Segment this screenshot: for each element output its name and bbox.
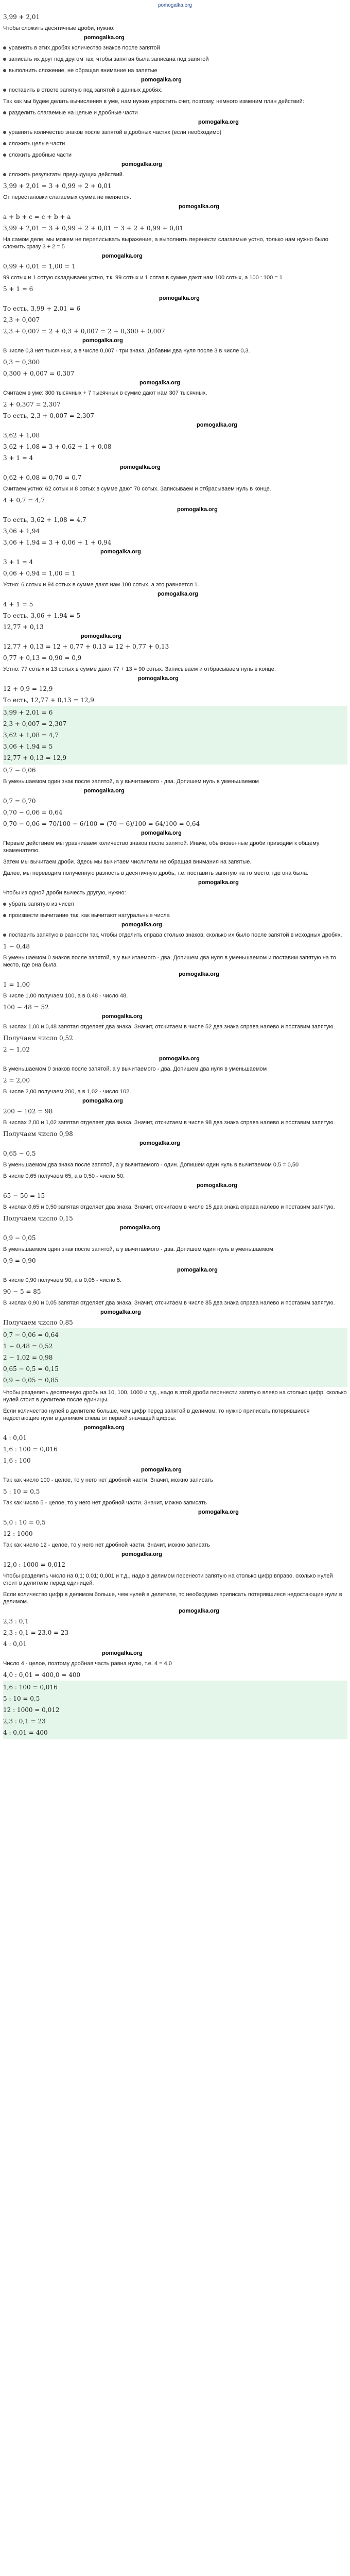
math-line: 0,7 − 0,06 [3,767,36,774]
watermark: pomogalka.org [120,1225,161,1231]
bullet-dot-icon [3,142,6,145]
watermark-row [3,464,347,472]
watermark-row [3,379,347,387]
bullet-item [3,138,347,149]
watermark: pomogalka.org [84,788,125,794]
watermark-row [3,1309,347,1317]
watermark-row [3,1509,347,1517]
bullet-text: записать их друг под другом так, чтобы запятая была записана под запятой [9,56,209,62]
text-line: От перестановки слагаемых сумма не меняется. [3,194,131,200]
watermark-row [3,506,347,514]
math-line: 4 + 0,7 = 4,7 [3,497,45,504]
math-line: 4 + 1 = 5 [3,601,33,608]
text-line: Число 4 - целое, поэтому дробная часть равна нулю, т.е. 4 = 4,0 [3,1660,172,1667]
math-line: 1,6 : 100 = 0,016 [3,1446,58,1453]
math-line: 3,99 + 2,01 = 3 + 0,99 + 2 + 0,01 = 3 + 2 + 0,99 + 0,01 [3,225,184,232]
bullet-dot-icon [3,934,6,937]
text-line: В уменьшаемом один знак после запятой, а у вычитаемого - два. Допишем нуль в уменьшаемом [3,778,259,785]
watermark-row [3,590,347,599]
text-line: Далее, мы переводим полученную разность в десятичную дробь, т.е. поставить запятую на то место, где она была. [3,870,309,876]
answer-line: 0,9 − 0,05 = 0,85 [3,1377,59,1384]
bullet-text: убрать запятую из чисел [9,901,74,907]
text-line: Чтобы разделить число на 0,1; 0,01; 0,001 и т.д., надо в делимом перенести запятую на столько цифр вправо, сколько нулей стоит в делителе перед единицей. [3,1573,333,1586]
watermark-row [3,1551,347,1559]
bullet-item [3,910,347,921]
math-line: 0,300 + 0,007 = 0,307 [3,370,75,377]
watermark: pomogalka.org [121,161,162,167]
math-line: 0,99 + 0,01 = 1,00 = 1 [3,263,76,270]
math-line: 1 = 1,00 [3,981,30,988]
math-line: То есть, 2,3 + 0,007 = 2,307 [3,412,94,419]
watermark-row [3,829,347,838]
watermark: pomogalka.org [159,1056,200,1062]
watermark: pomogalka.org [102,1650,143,1656]
bullet-item [3,84,347,96]
text-line: Так как число 100 - целое, то у него нет дробной части. Значит, можно записать [3,1477,213,1483]
answers-division [3,1681,347,1739]
math-line: Получаем число 0,52 [3,1035,73,1042]
bullet-dot-icon [3,173,6,176]
text-line: Чтобы разделить десятичную дробь на 10, 100, 1000 и т.д., надо в этой дроби перенести запятую влево на столько цифр, сколько нулей стоит в делителе после единицы. [3,1389,347,1403]
math-line: 200 − 102 = 98 [3,1108,53,1115]
bullet-text: уравнять в этих дробях количество знаков после запятой [9,45,160,51]
watermark: pomogalka.org [82,337,123,344]
math-line: То есть, 3,62 + 1,08 = 4,7 [3,516,86,523]
watermark-row [3,1224,347,1232]
math-line: 2,3 : 0,1 [3,1618,29,1625]
watermark-row [3,1266,347,1275]
answer-line: 1,6 : 100 = 0,016 [3,1684,58,1691]
math-line: 4 : 0,01 [3,1640,27,1648]
watermark-row [3,295,347,303]
answers-subtraction [3,1328,347,1387]
answer-line: 12,77 + 0,13 = 12,9 [3,754,67,761]
math-line: 3,99 + 2,01 = 3 + 0,99 + 2 + 0,01 [3,182,112,190]
math-line: 12 : 1000 [3,1530,33,1537]
bullet-text: сложить целые части [9,141,65,147]
math-line: 12 + 0,9 = 12,9 [3,685,53,692]
text-line: В числе 0,90 получаем 90, а в 0,05 - число 5. [3,1277,122,1283]
math-line: 0,65 − 0,5 [3,1150,36,1157]
answer-line: 0,7 − 0,06 = 0,64 [3,1331,59,1338]
text-line: В числе 0,3 нет тысячных, а в числе 0,007 - три знака. Добавим два нуля после 3 в числе 0,3. [3,348,250,354]
math-line: 0,62 + 0,08 = 0,70 = 0,7 [3,474,82,481]
text-line: Так как мы будем делать вычисления в уме, нам нужно упростить счет, поэтому, немного изменим план действий: [3,98,304,105]
watermark: pomogalka.org [179,204,219,210]
bullet-item [3,65,347,76]
answers-addition [3,706,347,765]
watermark-row [3,921,347,929]
watermark-row [3,633,347,641]
watermark: pomogalka.org [141,1467,182,1473]
math-line: 1 − 0,48 [3,943,30,950]
text-line: Устно: 77 сотых и 13 сотых в сумме дают 77 + 13 = 90 сотых. Записываем и отбрасываем нуль в конце. [3,666,276,672]
math-line: 3,06 + 1,94 [3,528,40,535]
section-subtraction [3,765,347,1328]
text-line: Чтобы из одной дроби вычесть другую, нужно: [3,890,126,896]
math-line: 2,3 + 0,007 = 2 + 0,3 + 0,007 = 2 + 0,300 + 0,007 [3,328,165,335]
solution-content [0,11,350,1739]
answer-line: 2 − 1,02 = 0,98 [3,1354,53,1361]
bullet-text: сложить результаты предыдущих действий. [9,172,124,178]
watermark-row [3,787,347,795]
answer-line: 2,3 : 0,1 = 23 [3,1718,46,1725]
watermark: pomogalka.org [84,35,125,41]
watermark-row [3,1055,347,1063]
watermark-row [3,879,347,887]
watermark: pomogalka.org [177,506,218,513]
section-division [3,1387,347,1681]
bullet-item [3,169,347,180]
bullet-dot-icon [3,111,6,114]
text-line: Затем мы вычитаем дроби. Здесь мы вычитаем числители не обращая внимания на запятые. [3,859,252,865]
answer-line: 0,65 − 0,5 = 0,15 [3,1365,59,1372]
text-line: В уменьшаемом 0 знаков после запятой, а у вычитаемого - два. Допишем два нуля в уменьшаемом [3,1066,267,1072]
watermark-row [3,118,347,127]
watermark: pomogalka.org [102,253,143,259]
math-line: 0,3 = 0,300 [3,359,40,366]
watermark-row [3,675,347,683]
watermark: pomogalka.org [157,591,198,597]
watermark-row [3,34,347,42]
math-line: 0,9 − 0,05 [3,1234,36,1242]
math-line: 2,3 + 0,007 [3,316,40,324]
watermark: pomogalka.org [102,1013,143,1020]
math-line: 2 − 1,02 [3,1046,30,1053]
watermark: pomogalka.org [198,1509,239,1515]
answer-line: 3,62 + 1,08 = 4,7 [3,732,59,739]
bullet-item [3,107,347,118]
watermark-row [3,1097,347,1106]
text-line: Чтобы сложить десятичные дроби, нужно: [3,25,115,31]
math-line: То есть, 3,06 + 1,94 = 5 [3,612,81,619]
watermark: pomogalka.org [84,1425,125,1431]
text-line: В числах 1,00 и 0,48 запятая отделяет два знака. Значит, отсчитаем в числе 52 два знака справа налево и поставим запятую. [3,1024,335,1030]
math-line: 90 − 5 = 85 [3,1288,41,1295]
math-line: Получаем число 0,15 [3,1215,73,1222]
bullet-text: сложить дробные части [9,152,72,158]
math-line: 0,06 + 0,94 = 1,00 = 1 [3,570,76,577]
math-line: 2 + 0,307 = 2,307 [3,401,61,408]
watermark-row [3,337,347,345]
text-line: Так как число 5 - целое, то у него нет дробной части. Значит, можно записать [3,1500,207,1506]
bullet-item [3,42,347,54]
text-line: Первым действием мы уравниваем количество знаков после запятой. Иначе, обыкновенные дроби приводим к общему знаменателю. [3,840,320,854]
watermark-row [3,1650,347,1658]
math-line: 1,6 : 100 [3,1457,31,1464]
site-header[interactable] [0,0,350,11]
math-line: 5 : 10 = 0,5 [3,1488,40,1495]
watermark: pomogalka.org [100,549,141,555]
bullet-dot-icon [3,58,6,61]
text-line: В числах 0,90 и 0,05 запятая отделяет два знака. Значит, отсчитаем в числе 85 два знака справа налево и поставим запятую. [3,1300,335,1306]
watermark: pomogalka.org [139,1140,180,1146]
watermark: pomogalka.org [141,830,182,836]
watermark-row [3,76,347,84]
bullet-dot-icon [3,69,6,72]
math-line: 100 − 48 = 52 [3,1004,49,1011]
bullet-dot-icon [3,89,6,92]
text-line: В уменьшаемом один знак после запятой, а у вычитаемого - два. Допишем один нуль в уменьшаемом [3,1246,273,1252]
watermark-row [3,1424,347,1432]
bullet-item [3,127,347,138]
watermark: pomogalka.org [197,1182,237,1189]
math-line: То есть, 3,99 + 2,01 = 6 [3,305,81,312]
answer-line: 5 : 10 = 0,5 [3,1695,40,1702]
text-line: В уменьшаемом 0 знаков после запятой, а у вычитаемого - два. Допишем два нуля в уменьшаемом и поставим запятую на то место, где она была [3,955,337,968]
math-line: Получаем число 0,85 [3,1319,73,1326]
math-line: a + b + c = c + b + a [3,213,71,221]
bullet-dot-icon [3,903,6,906]
watermark: pomogalka.org [179,1608,219,1614]
bullet-dot-icon [3,131,6,134]
math-line: 3 + 1 = 4 [3,454,33,462]
math-line: 12,77 + 0,13 = 12 + 0,77 + 0,13 = 12 + 0,77 + 0,13 [3,643,169,650]
text-line: В числе 0,65 получаем 65, а в 0,50 - число 50. [3,1173,125,1179]
text-line: Считаем устно: 62 сотых и 8 сотых в сумме дают 70 сотых. Записываем и отбрасываем нуль в конце. [3,486,271,492]
site-name[interactable]: pomogalka.org [157,3,192,8]
text-line: В числах 0,65 и 0,50 запятая отделяет два знака. Значит, отсчитаем в числе 15 два знака справа налево и поставим запятую. [3,1204,335,1210]
watermark: pomogalka.org [177,1267,218,1273]
text-line: В числе 2,00 получаем 200, а в 1,02 - число 102. [3,1089,131,1095]
watermark: pomogalka.org [120,464,161,470]
math-line: 0,77 + 0,13 = 0,90 = 0,9 [3,654,82,662]
text-line: Так как число 12 - целое, то у него нет дробной части. Значит, можно записать [3,1542,210,1548]
watermark: pomogalka.org [121,922,162,928]
math-line: Получаем число 0,98 [3,1130,73,1138]
answer-line: 1 − 0,48 = 0,52 [3,1343,53,1350]
watermark-row [3,203,347,211]
watermark-row [3,421,347,430]
math-line: 2,3 : 0,1 = 23,0 = 23 [3,1629,69,1636]
answer-line: 4 : 0,01 = 400 [3,1729,48,1736]
math-line: 12,77 + 0,13 [3,623,44,631]
math-line: 0,70 − 0,06 = 70/100 − 6/100 = (70 − 6)/100 = 64/100 = 0,64 [3,820,200,827]
watermark: pomogalka.org [100,1309,141,1315]
bullet-text: выполнить сложение, не обращая внимание на запятые [9,67,157,74]
text-line: Если количество цифр в делимом больше, чем нулей в делителе, то необходимо приписать потерявшиеся недостающие нули в делимом. [3,1591,342,1605]
math-line: 3,06 + 1,94 = 3 + 0,06 + 1 + 0,94 [3,539,112,546]
text-line: Считаем в уме: 300 тысячных + 7 тысячных в сумме дают нам 307 тысячных. [3,390,207,396]
watermark: pomogalka.org [82,1098,123,1104]
math-line: 2 = 2,00 [3,1077,30,1084]
bullet-text: разделить слагаемые на целые и дробные части [9,110,138,116]
bullet-item [3,929,347,941]
math-line: 3,99 + 2,01 [3,13,40,21]
watermark-row [3,971,347,979]
bullet-item [3,54,347,65]
text-line: 99 сотых и 1 сотую складываем устно, т.к. 99 сотых и 1 сотая в сумме дают нам 100 сотых, а 100 : 100 = 1 [3,275,283,281]
bullet-text: поставить в ответе запятую под запятой в данных дробях. [9,87,163,93]
bullet-dot-icon [3,154,6,157]
watermark-row [3,1140,347,1148]
bullet-dot-icon [3,914,6,917]
watermark: pomogalka.org [139,380,180,386]
math-line: То есть, 12,77 + 0,13 = 12,9 [3,697,94,704]
watermark-row [3,1466,347,1475]
watermark: pomogalka.org [81,633,121,639]
watermark-row [3,161,347,169]
answer-line: 2,3 + 0,007 = 2,307 [3,720,67,727]
watermark: pomogalka.org [197,422,237,428]
watermark-row [3,548,347,556]
watermark: pomogalka.org [198,879,239,886]
answer-line: 3,99 + 2,01 = 6 [3,709,53,716]
math-line: 5,0 : 10 = 0,5 [3,1519,46,1526]
math-line: 0,7 = 0,70 [3,798,36,805]
watermark: pomogalka.org [179,971,219,977]
math-line: 0,70 − 0,06 = 0,64 [3,809,63,816]
math-line: 3,62 + 1,08 = 3 + 0,62 + 1 + 0,08 [3,443,112,450]
bullet-text: поставить запятую в разности так, чтобы отделить справа столько знаков, сколько их было после запятой в исходных дробях. [9,932,342,938]
bullet-item [3,899,347,910]
watermark-row [3,1607,347,1616]
text-line: На самом деле, мы можем не переписывать выражение, а выполнить перенести слагаемые устно, только нам нужно было сложить сразу 3 + 2 = 5 [3,236,328,250]
bullet-dot-icon [3,46,6,49]
watermark-row [3,1182,347,1190]
text-line: В уменьшаемом два знака после запятой, а у вычитаемого - один. Допишем один нуль в вычитаемом 0,5 = 0,50 [3,1162,299,1168]
math-line: 65 − 50 = 15 [3,1192,45,1199]
math-line: 4 : 0,01 [3,1434,27,1442]
watermark-row [3,1013,347,1021]
bullet-text: произвести вычитание так, как вычитают натуральные числа [9,912,170,919]
math-line: 3 + 1 = 4 [3,558,33,566]
watermark-row [3,252,347,261]
section-addition [3,11,347,706]
text-line: Если количество нулей в делителе больше, чем цифр перед запятой в делимом, то нужно приписать потерявшиеся недостающие нули в делимом слева от первой значащей цифры. [3,1408,310,1421]
text-line: Устно: 6 сотых и 94 сотых в сумме дают нам 100 сотых, а это равняется 1. [3,582,199,588]
bullet-item [3,149,347,161]
watermark: pomogalka.org [138,675,179,682]
math-line: 4,0 : 0,01 = 400,0 = 400 [3,1671,81,1679]
math-line: 0,9 = 0,90 [3,1257,36,1264]
watermark: pomogalka.org [121,1551,162,1557]
text-line: В числе 1,00 получаем 100, а в 0,48 - число 48. [3,993,128,999]
text-line: В числах 2,00 и 1,02 запятая отделяет два знака. Значит, отсчитаем в числе 98 два знака справа налево и поставим запятую. [3,1120,335,1126]
math-line: 5 + 1 = 6 [3,285,33,293]
watermark: pomogalka.org [141,77,182,83]
math-line: 12,0 : 1000 = 0,012 [3,1561,65,1568]
answer-line: 3,06 + 1,94 = 5 [3,743,53,750]
answer-line: 12 : 1000 = 0,012 [3,1706,60,1714]
bullet-text: уравнять количество знаков после запятой в дробных частях (если необходимо) [9,129,222,135]
math-line: 3,62 + 1,08 [3,432,40,439]
watermark: pomogalka.org [159,295,200,301]
watermark: pomogalka.org [198,119,239,125]
